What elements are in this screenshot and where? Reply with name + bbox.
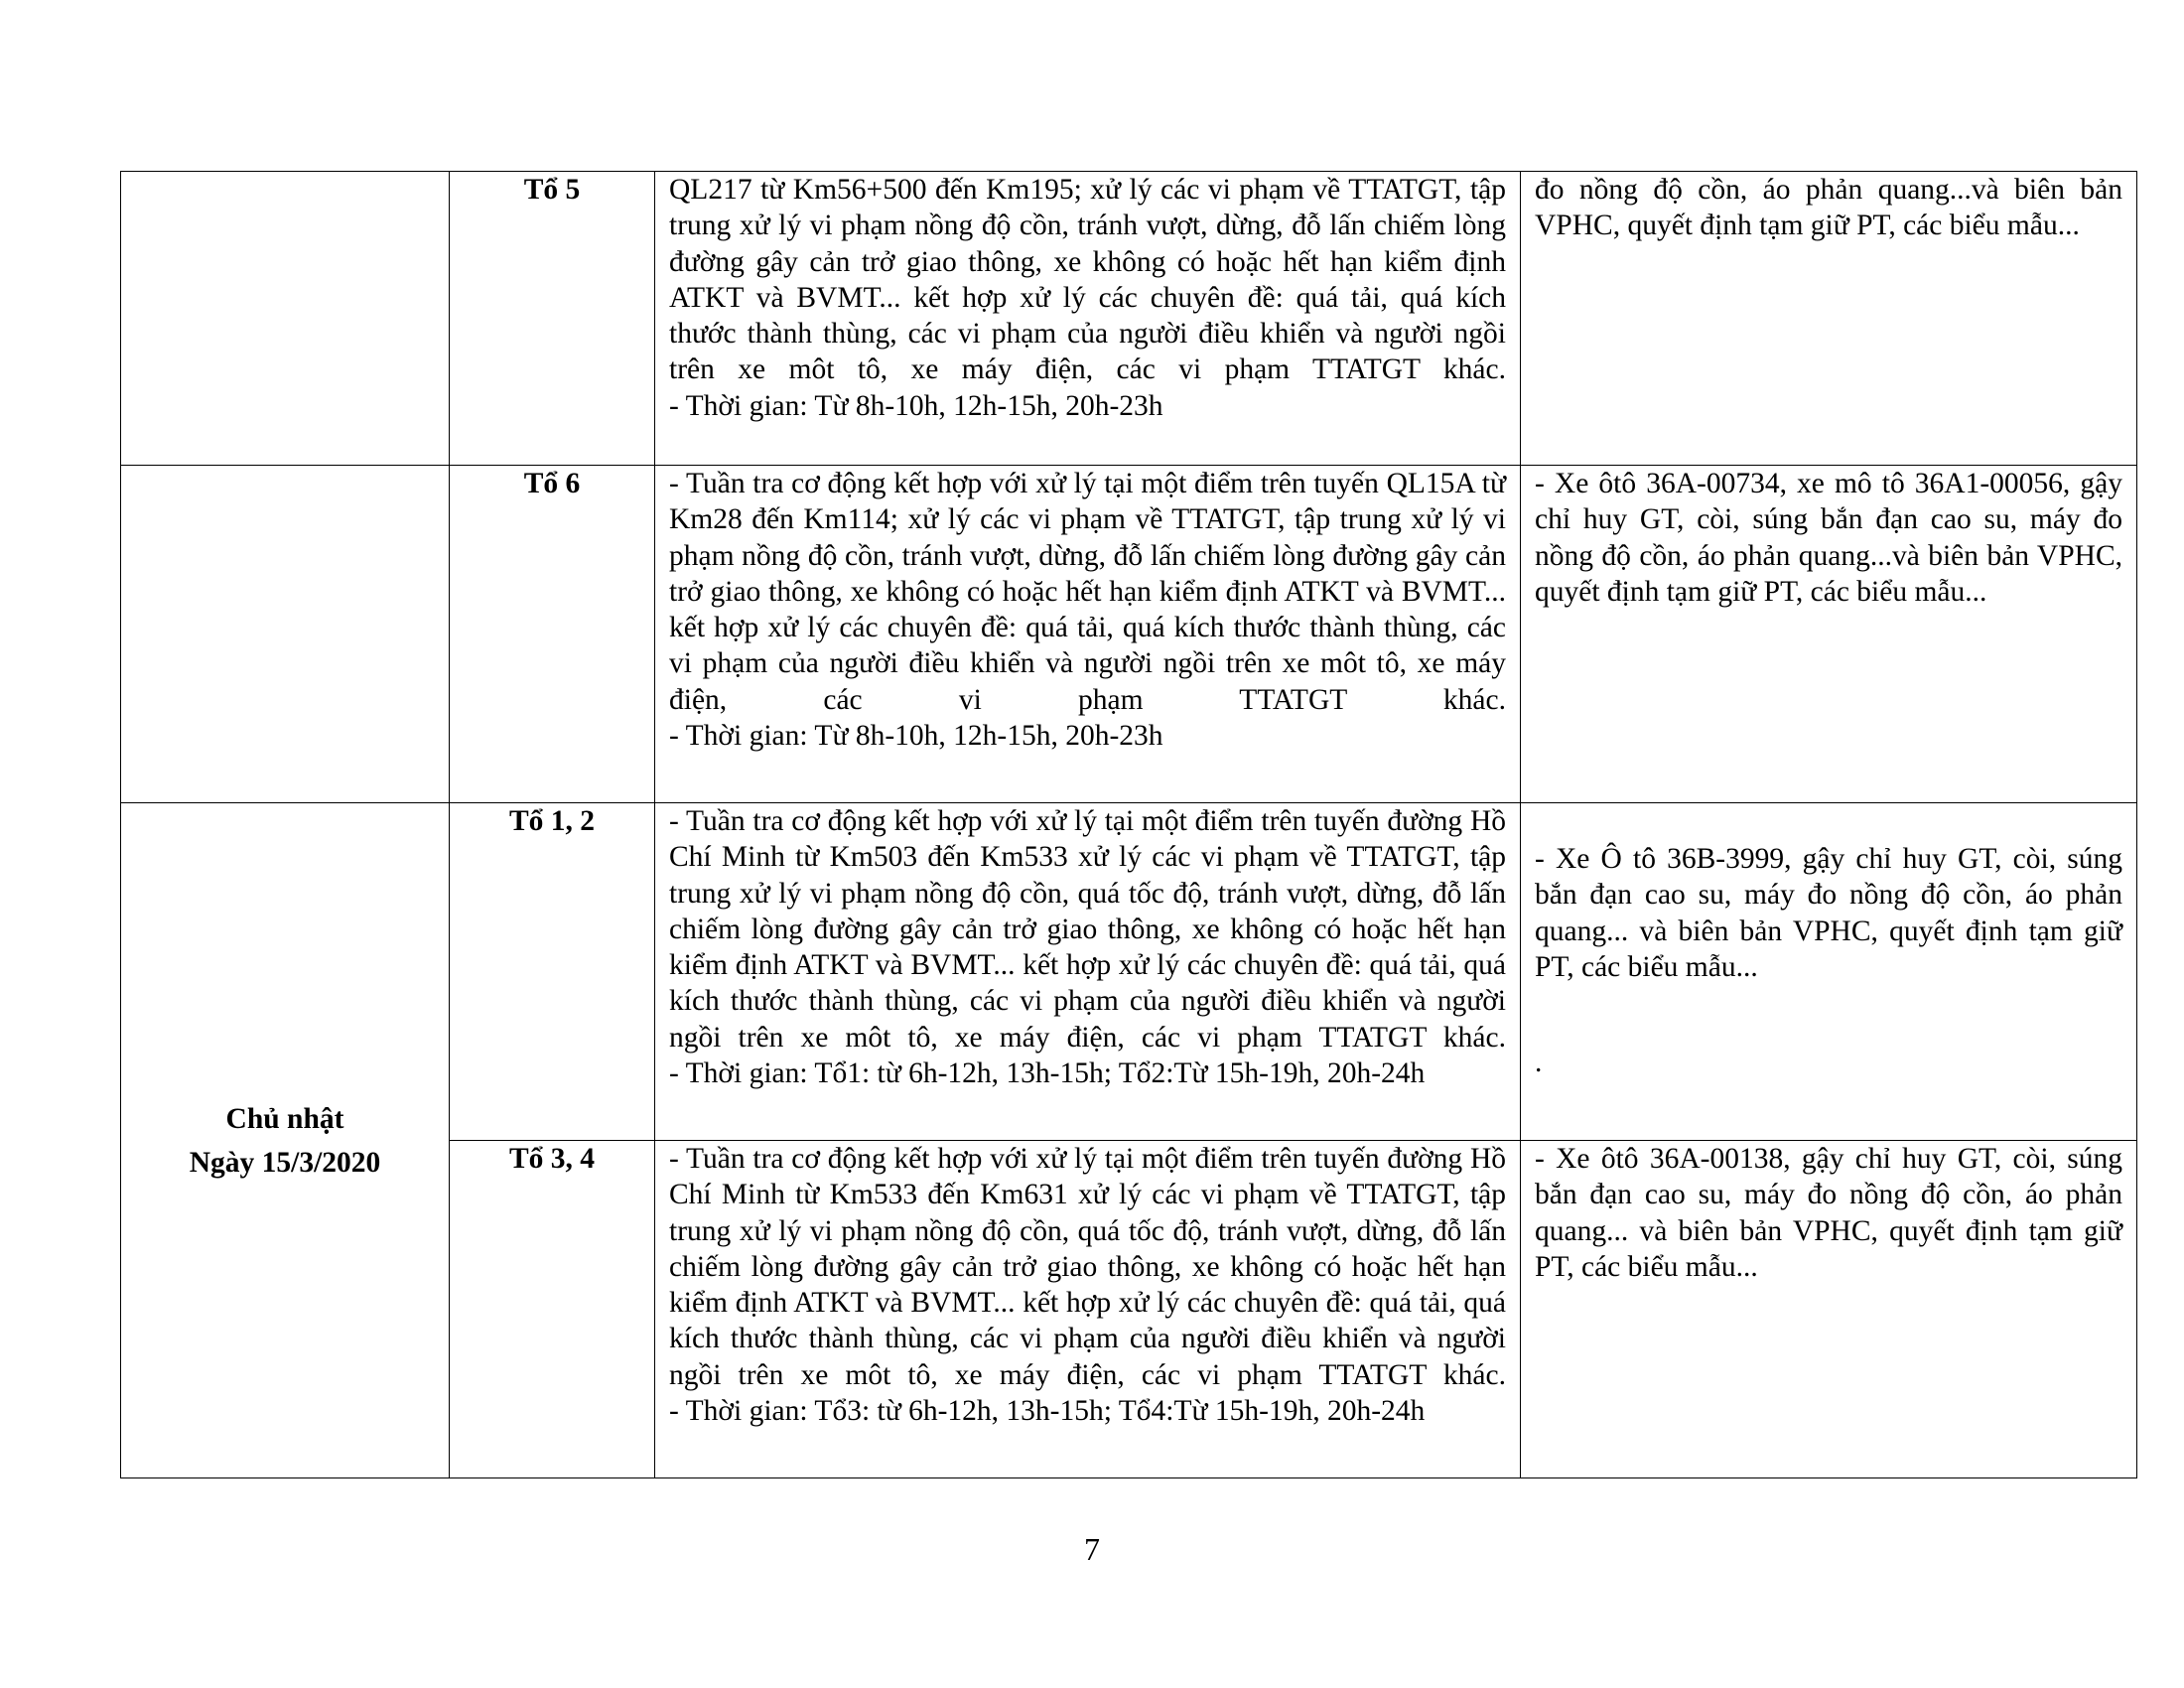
time-text: - Thời gian: Từ 8h-10h, 12h-15h, 20h-23h (669, 720, 1163, 753)
resources-cell (1521, 466, 2137, 803)
resources-extra: . (1535, 1047, 1543, 1079)
team-label: Tổ 1, 2 (508, 805, 596, 837)
time-text: - Thời gian: Tổ3: từ 6h-12h, 13h-15h; Tổ4:Từ 15h-19h, 20h-24h (669, 1395, 1426, 1428)
day-cell (121, 803, 450, 1478)
resources-cell (1521, 1141, 2137, 1478)
day-date: Ngày 15/3/2020 (189, 1146, 381, 1179)
team-cell (450, 172, 655, 466)
resources-cell (1521, 172, 2137, 466)
description-cell (655, 803, 1521, 1141)
patrol-schedule-table (120, 171, 2137, 1478)
description-text: - Tuần tra cơ động kết hợp với xử lý tại một điểm trên tuyến QL15A từ Km28 đến Km114; xử lý các vi phạm về TTATGT, tập trung xử lý vi phạm nồng độ cồn, tránh vượt, dừng, đỗ lấn chiếm lòng đường gây cản trở giao thông, xe không có hoặc hết hạn kiểm định ATKT và BVMT... kết hợp xử lý các chuyên đề: quá tải, quá kích thước thành thùng, các vi phạm của người điều khiển và người ngồi trên xe môt tô, xe máy điện, các vi phạm TTATGT khác. (669, 468, 1506, 716)
day-name: Chủ nhật (225, 1102, 344, 1135)
table-row (121, 172, 2137, 466)
time-text: - Thời gian: Tổ1: từ 6h-12h, 13h-15h; Tổ2:Từ 15h-19h, 20h-24h (669, 1057, 1426, 1090)
table-row (121, 466, 2137, 803)
team-label: Tổ 3, 4 (508, 1143, 596, 1175)
team-cell (450, 1141, 655, 1478)
day-cell-empty (121, 172, 450, 466)
description-cell (655, 466, 1521, 803)
page-number: 7 (1084, 1531, 1100, 1567)
description-text: - Tuần tra cơ động kết hợp với xử lý tại một điểm trên tuyến đường Hồ Chí Minh từ Km503 đến Km533 xử lý các vi phạm về TTATGT, tập trung xử lý vi phạm nồng độ cồn, quá tốc độ, tránh vượt, dừng, đỗ lấn chiếm lòng đường gây cản trở giao thông, xe không có hoặc hết hạn kiểm định ATKT và BVMT... kết hợp xử lý các chuyên đề: quá tải, quá kích thước thành thùng, các vi phạm của người điều khiển và người ngồi trên xe môt tô, xe máy điện, các vi phạm TTATGT khác. (669, 805, 1506, 1054)
resources-cell (1521, 803, 2137, 1141)
team-cell (450, 803, 655, 1141)
day-cell-empty (121, 466, 450, 803)
resources-text: - Xe Ô tô 36B-3999, gậy chỉ huy GT, còi, súng bắn đạn cao su, máy đo nồng độ cồn, áo phản quang... và biên bản VPHC, quyết định tạm giữ PT, các biểu mẫu... (1535, 843, 2122, 983)
description-text: QL217 từ Km56+500 đến Km195; xử lý các vi phạm về TTATGT, tập trung xử lý vi phạm nồng độ cồn, tránh vượt, dừng, đỗ lấn chiếm lòng đường gây cản trở giao thông, xe không có hoặc hết hạn kiểm định ATKT và BVMT... kết hợp xử lý các chuyên đề: quá tải, quá kích thước thành thùng, các vi phạm của người điều khiển và người ngồi trên xe môt tô, xe máy điện, các vi phạm TTATGT khác. (669, 174, 1506, 386)
time-text: - Thời gian: Từ 8h-10h, 12h-15h, 20h-23h (669, 389, 1163, 422)
description-text: - Tuần tra cơ động kết hợp với xử lý tại một điểm trên tuyến đường Hồ Chí Minh từ Km533 đến Km631 xử lý các vi phạm về TTATGT, tập trung xử lý vi phạm nồng độ cồn, quá tốc độ, tránh vượt, dừng, đỗ lấn chiếm lòng đường gây cản trở giao thông, xe không có hoặc hết hạn kiểm định ATKT và BVMT... kết hợp xử lý các chuyên đề: quá tải, quá kích thước thành thùng, các vi phạm của người điều khiển và người ngồi trên xe môt tô, xe máy điện, các vi phạm TTATGT khác. (669, 1143, 1506, 1391)
team-cell (450, 466, 655, 803)
resources-text: - Xe ôtô 36A-00138, gậy chỉ huy GT, còi, súng bắn đạn cao su, máy đo nồng độ cồn, áo phản quang... và biên bản VPHC, quyết định tạm giữ PT, các biểu mẫu... (1535, 1143, 2122, 1283)
description-cell (655, 1141, 1521, 1478)
resources-text: - Xe ôtô 36A-00734, xe mô tô 36A1-00056, gậy chỉ huy GT, còi, súng bắn đạn cao su, máy đo nồng độ cồn, áo phản quang...và biên bản VPHC, quyết định tạm giữ PT, các biểu mẫu... (1535, 468, 2122, 608)
table-row (121, 803, 2137, 1141)
description-cell (655, 172, 1521, 466)
team-label: Tổ 6 (523, 468, 581, 499)
team-label: Tổ 5 (523, 174, 581, 206)
resources-text: đo nồng độ cồn, áo phản quang...và biên bản VPHC, quyết định tạm giữ PT, các biểu mẫu... (1535, 174, 2122, 242)
